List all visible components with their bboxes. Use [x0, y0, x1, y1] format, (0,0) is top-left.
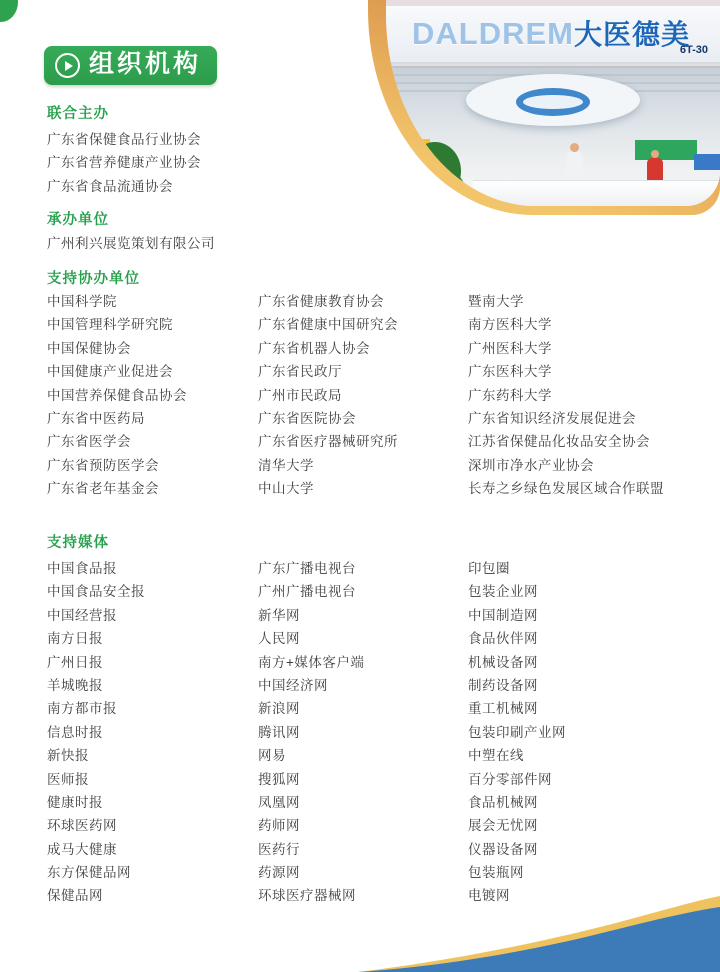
- brand-logo: [412, 13, 690, 53]
- media-item: 健康时报: [47, 794, 103, 810]
- exhibition-photo: [386, 0, 720, 206]
- media-item: 展会无忧网: [468, 818, 538, 834]
- photo-counter: [473, 180, 720, 206]
- supporter-item: 广东药科大学: [468, 387, 552, 403]
- cohost-item: 广东省食品流通协会: [47, 178, 173, 194]
- media-item: 南方日报: [47, 631, 103, 647]
- media-item: 搜狐网: [258, 771, 300, 787]
- supporter-item: 广东省健康中国研究会: [258, 317, 398, 333]
- media-item: 中塑在线: [468, 748, 524, 764]
- photo-person-white: [566, 152, 583, 182]
- media-item: 南方都市报: [47, 701, 117, 717]
- supporter-column-3: [468, 290, 718, 501]
- organizer-list: [47, 232, 215, 255]
- supporter-item: 广东省民政厅: [258, 364, 342, 380]
- media-item: 成马大健康: [47, 841, 117, 857]
- booth-number: 6T-30: [679, 44, 708, 56]
- media-item: 食品伙伴网: [468, 631, 538, 647]
- media-item: 广东广播电视台: [258, 561, 356, 576]
- supporter-item: 广州市民政局: [258, 387, 342, 403]
- supporter-item: 广东省中医药局: [47, 410, 145, 426]
- supporter-item: 中国管理科学研究院: [47, 317, 173, 333]
- media-item: 中国制造网: [468, 607, 538, 623]
- photo-booth-blue-right: [694, 154, 720, 170]
- supporter-column-1: [47, 290, 252, 501]
- page-title-badge: [44, 46, 217, 85]
- media-item: 包装瓶网: [468, 865, 524, 881]
- media-item: 环球医疗器械网: [258, 888, 356, 904]
- media-item: 印包圈: [468, 561, 510, 576]
- supporter-item: 广东省医院协会: [258, 410, 356, 426]
- supporter-item: 广东省机器人协会: [258, 340, 370, 356]
- media-item: 中国食品报: [47, 561, 117, 576]
- section-heading-supporters: 支持协办单位: [47, 271, 140, 287]
- media-item: 网易: [258, 748, 286, 764]
- media-item: 南方+媒体客户端: [258, 654, 365, 670]
- supporter-item: 广东省知识经济发展促进会: [468, 410, 636, 426]
- section-heading-media: 支持媒体: [47, 535, 109, 551]
- media-item: 制药设备网: [468, 677, 538, 693]
- cohost-list: [47, 128, 201, 198]
- media-item: 仪器设备网: [468, 841, 538, 857]
- cohost-item: 广东省保健食品行业协会: [47, 132, 201, 147]
- media-item: 信息时报: [47, 724, 103, 740]
- supporter-item: 中山大学: [258, 481, 314, 497]
- supporter-item: 暨南大学: [468, 294, 524, 309]
- media-item: 新华网: [258, 607, 300, 623]
- supporter-item: 广东医科大学: [468, 364, 552, 380]
- media-item: 机械设备网: [468, 654, 538, 670]
- supporter-item: 深圳市净水产业协会: [468, 457, 594, 473]
- media-item: 环球医药网: [47, 818, 117, 834]
- media-item: 药师网: [258, 818, 300, 834]
- supporter-item: 广东省老年基金会: [47, 481, 159, 497]
- cohost-item: 广东省营养健康产业协会: [47, 155, 201, 171]
- media-item: 中国经济网: [258, 677, 328, 693]
- media-item: 医药行: [258, 841, 300, 857]
- supporter-item: 长寿之乡绿色发展区域合作联盟: [468, 481, 664, 497]
- supporter-item: 中国健康产业促进会: [47, 364, 173, 380]
- media-item: 人民网: [258, 631, 300, 647]
- supporter-item: 中国科学院: [47, 294, 117, 309]
- supporter-item: 广州医科大学: [468, 340, 552, 356]
- media-item: 食品机械网: [468, 794, 538, 810]
- media-item: 新快报: [47, 748, 89, 764]
- photo-blue-ring: [516, 88, 589, 116]
- supporter-item: 江苏省保健品化妆品安全协会: [468, 434, 650, 450]
- media-item: 新浪网: [258, 701, 300, 717]
- organizer-item: 广州利兴展览策划有限公司: [47, 236, 215, 251]
- brand-logo-cn: 大医德美: [574, 19, 691, 50]
- photo-booth-sign: [386, 6, 720, 64]
- photo-booth-green: [635, 140, 697, 160]
- media-item: 医师报: [47, 771, 89, 787]
- media-item: 包装印刷产业网: [468, 724, 566, 740]
- play-circle-icon: [55, 53, 80, 78]
- media-item: 药源网: [258, 865, 300, 881]
- supporter-column-2: [258, 290, 463, 501]
- brand-logo-en: DALDREM: [412, 16, 574, 51]
- supporter-item: 广东省预防医学会: [47, 457, 159, 473]
- section-heading-organizer: 承办单位: [47, 212, 109, 228]
- media-column-1: [47, 557, 252, 908]
- media-item: 羊城晚报: [47, 677, 103, 693]
- supporter-item: 广东省医学会: [47, 434, 131, 450]
- supporter-item: 中国营养保健食品协会: [47, 387, 187, 403]
- media-item: 百分零部件网: [468, 771, 552, 787]
- photo-plant: [409, 142, 461, 200]
- media-column-3: [468, 557, 718, 908]
- media-item: 东方保健品网: [47, 865, 131, 881]
- media-item: 凤凰网: [258, 794, 300, 810]
- photo-exhibition-hall: [386, 66, 720, 206]
- media-item: 广州广播电视台: [258, 584, 356, 600]
- media-item: 腾讯网: [258, 724, 300, 740]
- supporter-item: 中国保健协会: [47, 340, 131, 356]
- supporter-item: 广东省健康教育协会: [258, 294, 384, 309]
- bottom-wave-decoration: [358, 887, 720, 972]
- section-heading-cohosts: 联合主办: [47, 106, 109, 122]
- media-item: 包装企业网: [468, 584, 538, 600]
- media-item: 中国经营报: [47, 607, 117, 623]
- supporter-item: 广东省医疗器械研究所: [258, 434, 398, 450]
- page-title: 组织机构: [89, 50, 202, 78]
- supporter-item: 清华大学: [258, 457, 314, 473]
- media-item: 保健品网: [47, 888, 103, 904]
- corner-green-accent: [0, 0, 18, 22]
- media-item: 重工机械网: [468, 701, 538, 717]
- media-item: 广州日报: [47, 654, 103, 670]
- media-column-2: [258, 557, 463, 908]
- media-item: 电镀网: [468, 888, 510, 904]
- media-item: 中国食品安全报: [47, 584, 145, 600]
- supporter-item: 南方医科大学: [468, 317, 552, 333]
